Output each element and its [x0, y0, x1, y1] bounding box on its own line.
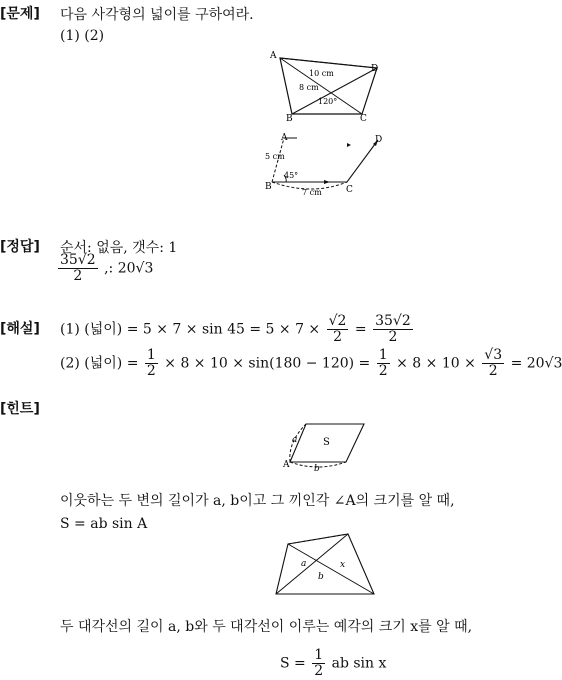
problem-label: [문제]	[0, 6, 40, 22]
problem-question: 다음 사각형의 넓이를 구하여라.	[60, 7, 254, 23]
hint-formula-2: S = $\frac{1}{2}$ ab sin x	[280, 647, 387, 679]
fig1-label-B: B	[286, 114, 293, 124]
solution-line-1: (1) (넓이) = 5 × 7 × sin 45 = 5 × 7 × $\frac{√2}{2}$ = $\frac{35√2}{2}$	[60, 313, 411, 345]
fig1-label-D: D	[371, 64, 379, 74]
fig2-label-A: A	[281, 133, 288, 143]
hint-fig2-a: a	[301, 559, 307, 569]
fig2-side-7cm: 7 cm	[302, 188, 322, 197]
parallelogram-hint-figure	[280, 420, 370, 472]
hint-formula-1: S = ab sin A	[60, 516, 148, 532]
fig1-label-C: C	[360, 114, 367, 124]
fig2-label-B: B	[265, 182, 272, 192]
diagonals-hint-figure	[270, 532, 380, 598]
answer-value: $\frac{35√2}{2}$ ,: 20√3	[60, 252, 154, 284]
hint-fig1-S: S	[323, 437, 330, 448]
hint-fig1-A: A	[283, 460, 290, 470]
fig1-length-8: 8 cm	[299, 83, 319, 92]
fig2-angle: 45°	[284, 171, 299, 180]
answer-meta: 순서: 없음, 갯수: 1	[60, 240, 178, 256]
hint-fig2-b: b	[318, 572, 324, 582]
problem-subparts: (1) (2)	[60, 28, 105, 44]
hint-paragraph-1: 이웃하는 두 변의 길이가 a, b이고 그 끼인각 ∠A의 크기를 알 때,	[60, 493, 455, 509]
fig1-label-A: A	[270, 51, 277, 61]
solution-label: [해설]	[0, 321, 40, 337]
fig1-length-10: 10 cm	[309, 69, 334, 78]
hint-fig2-x: x	[340, 560, 346, 570]
hint-label: [힌트]	[0, 401, 40, 417]
answer-fraction: $\frac{35√2}{2}$	[60, 252, 96, 284]
answer-label: [정답]	[0, 239, 40, 255]
quadrilateral-diagonals-figure	[265, 48, 390, 123]
hint-paragraph-2: 두 대각선의 길이 a, b와 두 대각선이 이루는 예각의 크기 x를 알 때,	[60, 619, 473, 635]
hint-fig1-a: a	[292, 435, 298, 445]
fig2-label-D: D	[375, 135, 383, 145]
solution-line-2: (2) (넓이) = $\frac{1}{2}$ × 8 × 10 × sin(180 − 120) = $\frac{1}{2}$ × 8 × 10 × $\frac{√3}{2}$ = 20√3	[60, 347, 562, 379]
hint-fig1-b: b	[314, 464, 320, 474]
fig1-angle: 120°	[318, 97, 338, 106]
fig2-label-C: C	[346, 185, 353, 195]
parallelogram-figure	[262, 132, 392, 200]
fig2-side-5cm: 5 cm	[265, 152, 285, 161]
